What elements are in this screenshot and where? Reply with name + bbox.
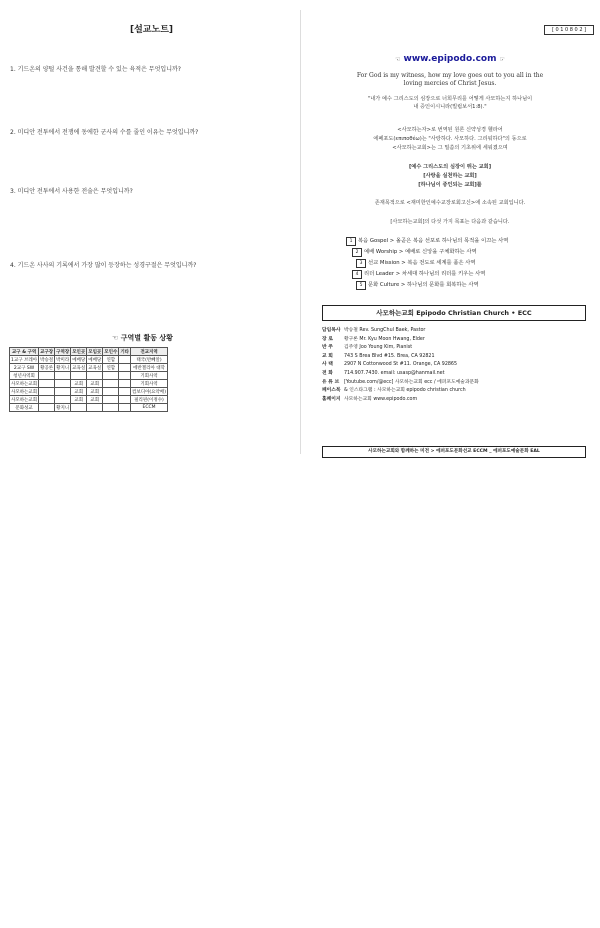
table-cell — [119, 404, 131, 412]
activity-table — [9, 347, 168, 412]
church-info — [322, 326, 479, 403]
verse-english-2: loving mercies of Christ Jesus. — [403, 80, 497, 87]
info-value: 714.907.7430. email: usasp@hanmail.net — [344, 370, 445, 376]
table-cell: 필리핀(이정수) — [131, 396, 168, 404]
info-row — [322, 395, 479, 404]
website-heading — [300, 54, 600, 64]
table-cell — [55, 388, 71, 396]
table-cell — [55, 380, 71, 388]
table-cell — [55, 372, 71, 380]
info-value: & 인스타그램 : 사모하는교회 epipodo christian church — [344, 388, 466, 394]
table-cell: 황지니 — [56, 365, 70, 371]
mission-1: [예수 그리스도의 심장이 뛰는 교회] — [408, 164, 492, 170]
table-cell: 교회 — [87, 396, 103, 404]
registration-text: 존재목적으로 <재미한인예수교장로회고신>에 소속된 교회입니다. — [374, 200, 526, 206]
number-badge: 5 — [356, 281, 366, 290]
info-label: 페이스북 — [322, 388, 341, 394]
table-cell — [87, 404, 103, 412]
info-label: 홈페이지 — [322, 396, 341, 402]
number-badge: 3 — [356, 259, 366, 268]
table-cell — [39, 404, 55, 412]
table-cell — [39, 372, 55, 380]
table-cell — [39, 396, 55, 404]
table-cell: 교회 — [87, 388, 103, 396]
table-cell — [87, 372, 103, 380]
col-header: 전교지역 — [131, 348, 168, 356]
question-3: 3. 미디안 전투에서 사용한 전술은 무엇입니까? — [10, 188, 133, 195]
date-box: [ 0 1 0 8 0 2 ] — [544, 25, 594, 35]
mission-3: [하나님이 증인되는 교회]를 — [418, 182, 482, 188]
table-cell: 교회 — [87, 380, 103, 388]
info-label: 사 택 — [322, 362, 333, 368]
description-2: 에페포도(επιποθέω)는 "사랑하다. 사모하다. 그리워하다"의 동으로 — [373, 136, 527, 142]
table-cell — [103, 372, 119, 380]
table-cell: 교육실 — [72, 365, 86, 371]
info-label: 장 로 — [322, 336, 333, 342]
description-1: <사모하는자>로 번역된 원론 신약성경 헬라어 — [397, 127, 503, 133]
info-value: 2907 N Cottonwood St #11. Orange, CA 92865 — [344, 362, 458, 368]
pointing-hand-icon: ☞ — [499, 56, 505, 63]
table-cell: 사모하는교회 — [11, 397, 38, 403]
table-cell: 교육실 — [88, 365, 102, 371]
table-cell: 박미라 — [56, 357, 70, 363]
goal-intro: [사모하는교회]의 다섯 가지 목표는 다음과 같습니다. — [390, 219, 510, 225]
table-cell — [119, 388, 131, 396]
table-cell: 교회 — [71, 388, 87, 396]
table-cell: 예배당 — [72, 357, 86, 363]
table-cell — [39, 388, 55, 396]
table-row — [10, 372, 168, 380]
mission-2: [사랑을 실천하는 교회] — [423, 173, 477, 179]
page-title: [설교노트] — [130, 25, 174, 35]
col-header: 모인수 — [104, 349, 118, 355]
table-cell — [119, 364, 131, 372]
table-cell — [103, 380, 119, 388]
info-label: 교 회 — [322, 353, 333, 359]
info-label: 반 주 — [322, 345, 333, 351]
table-cell: 연합 — [103, 356, 119, 364]
info-value: 사모하는교회 www.epipodo.com — [344, 396, 418, 402]
col-header: 모인곳 — [72, 349, 86, 355]
table-cell: 2교구 SW — [10, 364, 39, 372]
table-cell — [103, 396, 119, 404]
info-row — [322, 343, 479, 352]
table-cell — [119, 380, 131, 388]
table-cell: 황공론 — [40, 365, 54, 371]
table-row — [10, 388, 168, 396]
info-row — [322, 326, 479, 335]
info-value: 김주영 Joo Young Kim, Pianist — [344, 345, 413, 351]
table-header-row — [10, 348, 168, 356]
section-title: ☜ 구역별 활동 상황 — [112, 334, 173, 342]
col-header: 구역장 — [56, 349, 70, 355]
table-cell: 황지니 — [56, 405, 70, 411]
goal-item-4: 4 리더 Leader > 차세대 하나님의 리더를 키우는 사역 — [352, 269, 485, 279]
col-header: 교구 & 구역 — [10, 348, 39, 356]
info-row — [322, 378, 479, 387]
verse-english-1: For God is my witness, how my love goes out to you all in the — [356, 72, 544, 79]
table-row — [10, 396, 168, 404]
table-cell: 문화성교 — [10, 404, 39, 412]
table-cell: 태국(반빼알) — [131, 356, 168, 364]
info-row — [322, 386, 479, 395]
info-row — [322, 369, 479, 378]
table-cell: 예배당 — [88, 357, 102, 363]
info-label: 전 화 — [322, 370, 333, 376]
table-cell: 박승철 — [40, 357, 54, 363]
col-header: 기타 — [120, 349, 130, 355]
col-header: 교구장 — [40, 349, 54, 355]
table-cell: 사모하는교회 — [11, 381, 38, 387]
table-cell: 기회사역 — [131, 380, 168, 388]
table-cell — [103, 388, 119, 396]
goal-item-1: 1 복음 Gospel > 올곧은 복음 선포로 하나님의 목적을 이끄는 사역 — [346, 236, 508, 246]
info-value: [Youtube.com/@ecc] 사모하는교회 ecc / 에퍼포도예술과문화 — [344, 379, 479, 385]
left-page — [0, 0, 300, 464]
table-cell: 연합 — [103, 364, 119, 372]
table-cell — [71, 372, 87, 380]
right-page — [0, 464, 300, 928]
table-cell — [39, 380, 55, 388]
note-icon: ☜ — [112, 334, 121, 342]
number-badge: 2 — [352, 248, 362, 257]
table-cell — [119, 356, 131, 364]
table-cell: 에반젤리아 대학 — [131, 364, 168, 372]
goal-item-2: 2 예배 Worship > 예배로 신앙을 구체화하는 사역 — [352, 247, 477, 257]
table-row — [10, 380, 168, 388]
info-row — [322, 335, 479, 344]
table-cell: 청년사역회 — [10, 372, 39, 380]
info-value: 황구론 Mr. Kyu Moon Hwang, Elder — [344, 336, 425, 342]
table-cell — [119, 396, 131, 404]
table-cell — [55, 396, 71, 404]
verse-korean-2: 내 증인이시니라(빌립보서1:8)." — [413, 104, 487, 110]
info-label: 담임목사 — [322, 328, 341, 333]
table-cell: ECCM — [131, 404, 168, 412]
number-badge: 1 — [346, 237, 356, 246]
question-2: 2. 미디안 전투에서 전쟁에 동에한 군사의 수를 줄인 이유는 무엇입니까? — [10, 129, 199, 136]
goal-item-5: 5 문화 Culture > 하나님의 문화를 회복하는 사역 — [356, 280, 479, 290]
goal-item-3: 3 선교 Mission > 복음 전도로 세계를 품은 사역 — [356, 258, 476, 268]
table-cell: 사모하는교회 — [11, 389, 38, 395]
info-value: 743 S Brea Blvd #15. Brea, CA 92821 — [344, 353, 435, 359]
info-row — [322, 360, 479, 369]
table-cell — [119, 372, 131, 380]
table-row — [10, 404, 168, 412]
description-3: <사모하는교회>는 그 밀씀의 기초위에 세워졌으며 — [392, 145, 508, 151]
table-row — [10, 364, 168, 372]
table-cell: 교회 — [71, 396, 87, 404]
pointing-hand-icon: ☜ — [395, 56, 401, 63]
question-1: 1. 기드온의 양털 사건을 통해 발견할 수 있는 육적은 무엇입니까? — [10, 66, 181, 73]
number-badge: 4 — [352, 270, 362, 279]
table-cell: 기회사역 — [131, 372, 168, 380]
verse-korean-1: "내가 예수 그리스도의 심장으로 너희무리를 어떻게 사모하는지 하나님이 — [367, 96, 533, 102]
table-cell — [103, 404, 119, 412]
website-link[interactable]: www.epipodo.com — [403, 54, 497, 64]
table-cell — [71, 404, 87, 412]
info-row — [322, 352, 479, 361]
info-label: 유 튜 브 — [322, 379, 340, 385]
church-banner: 사모하는교회 Epipodo Christian Church • ECC — [322, 305, 586, 321]
footer-banner: 사모하는교회와 함께하는 미전 > 에퍼포도문화선교 ECCM _ 에퍼포도예술문화 EAL — [322, 446, 586, 458]
info-value: 박승철 Rev. SungChul Baek, Pastor — [344, 328, 426, 333]
table-cell: 1교구 브레아 — [11, 357, 38, 363]
question-4: 4. 기드온 사사의 기록에서 가장 많이 등장하는 성경구절은 무엇입니까? — [10, 262, 197, 269]
table-cell: 교회 — [71, 380, 87, 388]
table-cell: 컴보디아(요약배) — [132, 389, 166, 395]
col-header: 모임곳 — [88, 349, 102, 355]
table-row — [10, 356, 168, 364]
